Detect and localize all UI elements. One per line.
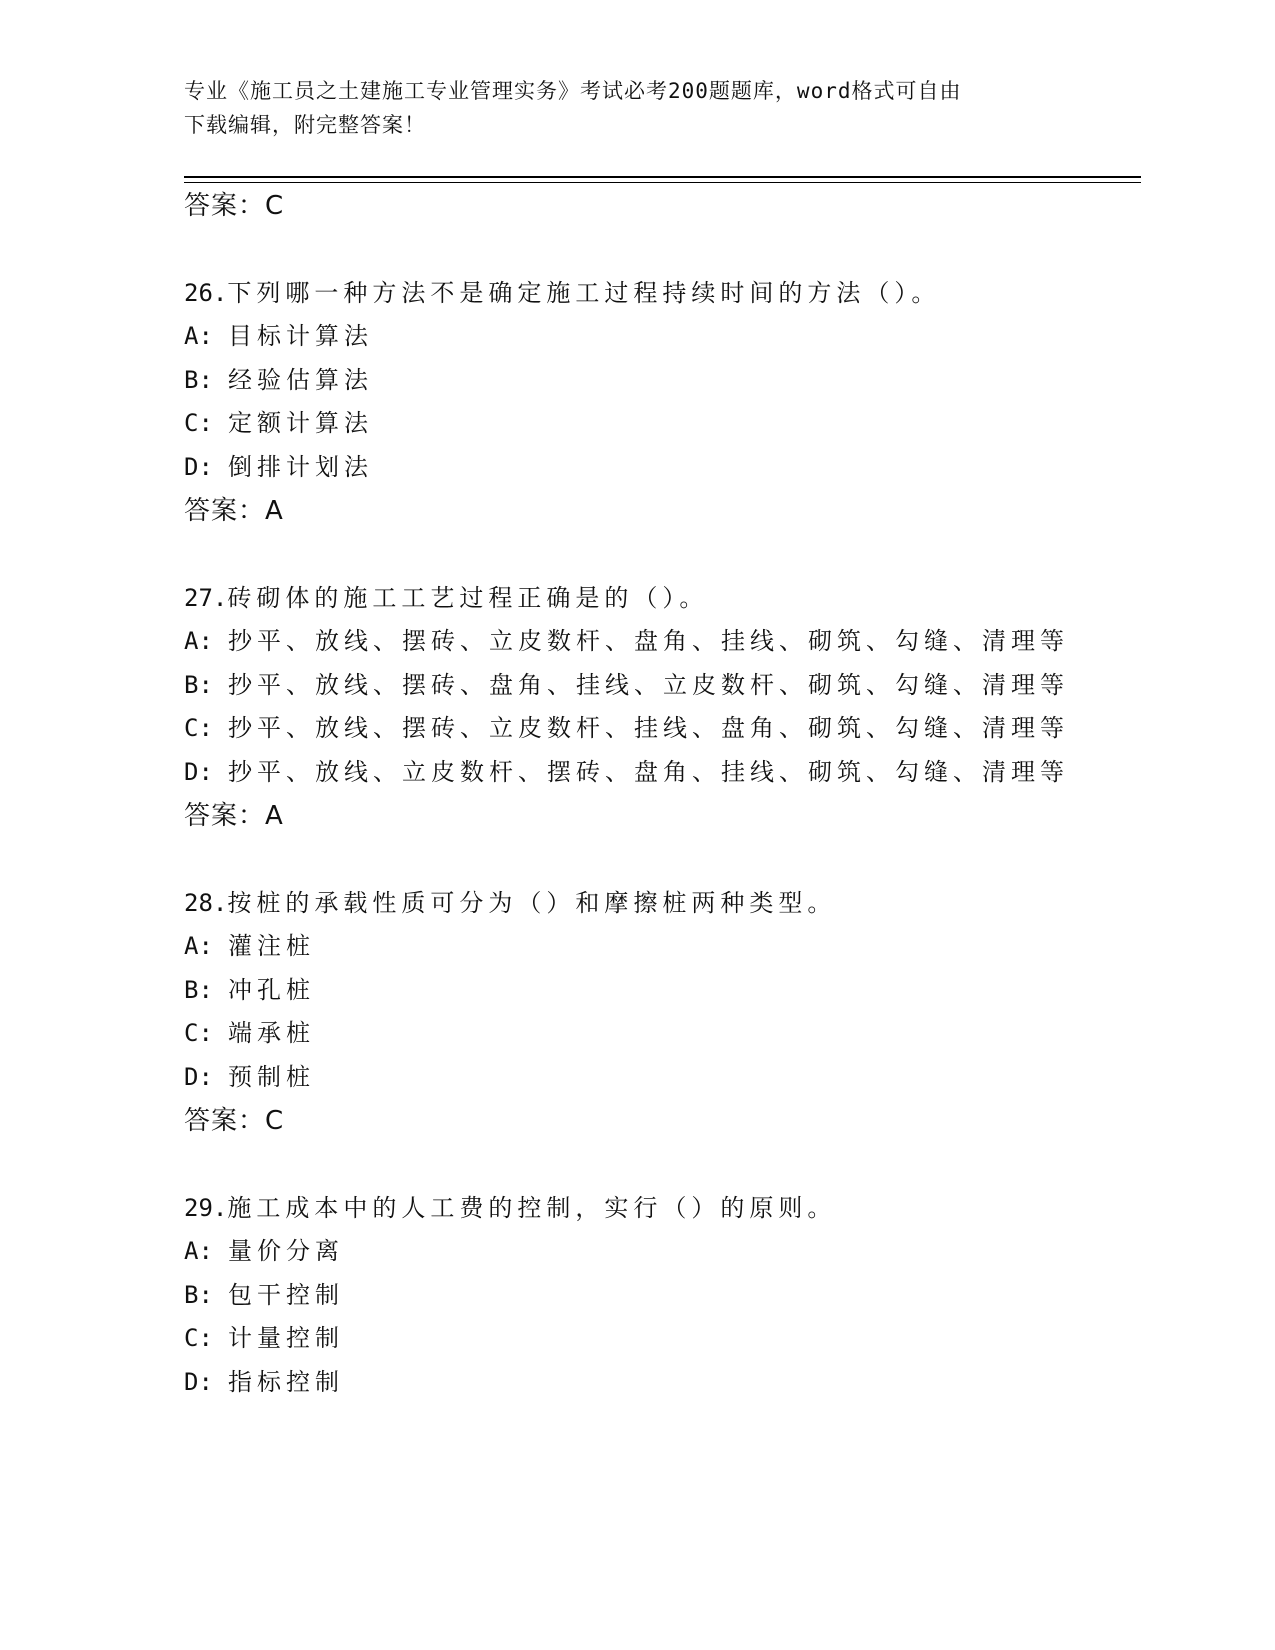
option-text: 定额计算法	[228, 409, 373, 437]
option-letter: D:	[184, 453, 213, 481]
option-letter: A:	[184, 1237, 213, 1265]
header-rule-thin	[184, 182, 1141, 183]
option-text: 倒排计划法	[228, 453, 373, 481]
option-letter: C:	[184, 1324, 213, 1352]
option-text: 指标控制	[228, 1368, 344, 1396]
option-text: 抄平、放线、摆砖、立皮数杆、盘角、挂线、砌筑、勾缝、清理等	[228, 627, 1069, 655]
option-text: 量价分离	[228, 1237, 344, 1265]
question-number: 26.	[184, 279, 228, 307]
answer-line: 答案：C	[184, 191, 285, 221]
answer-line: 答案：A	[184, 496, 284, 526]
option-c	[184, 712, 1069, 744]
option-text: 包干控制	[228, 1281, 344, 1309]
option-a	[184, 320, 373, 352]
question-text: 砖砌体的施工工艺过程正确是的（）。	[227, 584, 709, 612]
option-c	[184, 1322, 344, 1354]
document-header	[184, 74, 1084, 142]
option-a	[184, 625, 1069, 657]
option-letter: C:	[184, 714, 213, 742]
option-text: 预制桩	[228, 1063, 315, 1091]
question-text: 施工成本中的人工费的控制，实行（）的原则。	[227, 1194, 837, 1222]
option-text: 端承桩	[228, 1019, 315, 1047]
option-a	[184, 930, 315, 962]
option-text: 目标计算法	[228, 322, 373, 350]
option-c	[184, 1017, 315, 1049]
option-text: 抄平、放线、立皮数杆、摆砖、盘角、挂线、砌筑、勾缝、清理等	[228, 758, 1069, 786]
question-text: 按桩的承载性质可分为（）和摩擦桩两种类型。	[227, 889, 837, 917]
option-c	[184, 407, 373, 439]
answer-line: 答案：C	[184, 1106, 285, 1136]
option-text: 抄平、放线、摆砖、盘角、挂线、立皮数杆、砌筑、勾缝、清理等	[228, 671, 1069, 699]
option-b	[184, 974, 315, 1006]
option-letter: B:	[184, 671, 213, 699]
option-letter: D:	[184, 1368, 213, 1396]
option-text: 冲孔桩	[228, 976, 315, 1004]
question-27	[184, 582, 708, 614]
question-26	[184, 277, 940, 309]
question-number: 29.	[184, 1194, 228, 1222]
option-b	[184, 364, 373, 396]
header-rule-thick	[184, 176, 1141, 178]
question-number: 28.	[184, 889, 228, 917]
option-d	[184, 451, 373, 483]
option-a	[184, 1235, 344, 1267]
option-letter: A:	[184, 322, 213, 350]
header-line-1: 专业《施工员之土建施工专业管理实务》考试必考200题题库，word格式可自由	[184, 79, 962, 103]
question-number: 27.	[184, 584, 228, 612]
question-text: 下列哪一种方法不是确定施工过程持续时间的方法（）。	[227, 279, 941, 307]
question-28	[184, 887, 836, 919]
answer-line: 答案：A	[184, 801, 284, 831]
question-29	[184, 1192, 836, 1224]
option-text: 计量控制	[228, 1324, 344, 1352]
option-d	[184, 1061, 315, 1093]
option-letter: D:	[184, 1063, 213, 1091]
option-d	[184, 756, 1069, 788]
option-d	[184, 1366, 344, 1398]
option-letter: A:	[184, 932, 213, 960]
option-letter: B:	[184, 976, 213, 1004]
option-letter: B:	[184, 366, 213, 394]
option-letter: D:	[184, 758, 213, 786]
option-text: 经验估算法	[228, 366, 373, 394]
option-b	[184, 1279, 344, 1311]
option-letter: C:	[184, 1019, 213, 1047]
option-text: 抄平、放线、摆砖、立皮数杆、挂线、盘角、砌筑、勾缝、清理等	[228, 714, 1069, 742]
header-line-2: 下载编辑，附完整答案！	[184, 113, 426, 137]
option-letter: A:	[184, 627, 213, 655]
option-text: 灌注桩	[228, 932, 315, 960]
option-b	[184, 669, 1069, 701]
option-letter: C:	[184, 409, 213, 437]
option-letter: B:	[184, 1281, 213, 1309]
